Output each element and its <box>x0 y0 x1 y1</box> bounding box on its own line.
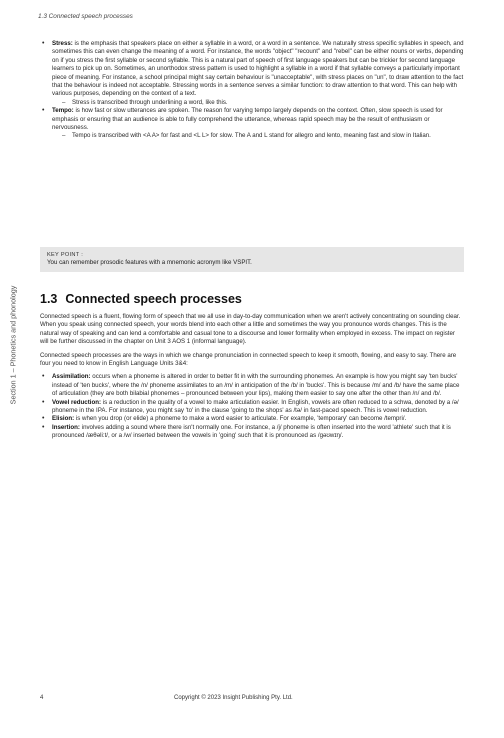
list-item-assimilation <box>40 373 464 398</box>
side-tab-label: Section 1 – Phonetics and phonology <box>8 285 18 405</box>
term-description: is how fast or slow utterances are spoken. The reason for varying tempo largely depends on the context. Often, slow speech is used for emphasis or ensuring that an audience is able to fully comprehend the utterance, whereas rapid speech may be the result of enthusiasm or nervousness. <box>52 107 443 132</box>
list-item-insertion <box>40 424 464 441</box>
section-body <box>40 313 464 441</box>
list-item-tempo <box>40 107 464 141</box>
page-number: 4 <box>40 695 44 701</box>
running-head: 1.3 Connected speech processes <box>38 13 133 20</box>
key-point-text: You can remember prosodic features with a mnemonic acronym like VSPIT. <box>47 259 252 267</box>
term-description: occurs when a phoneme is altered in order to better fit in with the surrounding phonemes. An example is how you might say 'ten bucks' instead of 'ten bucks', where the /n/ phoneme assimilates to an /m/ in anticipation of the /b/ in 'bucks'. This is because /m/ and /b/ have the same place of articulation (they are both bilabial phonemes – pronounced between your lips), making them easier to say one after the other than /n/ and /b/. <box>52 373 460 398</box>
paragraph: Connected speech processes are the ways in which we change pronunciation in connected speech to keep it smooth, flowing, and easy to say. There are four you need to know in English Language Units 3&4: <box>40 351 457 368</box>
key-point-title: KEY POINT : <box>47 252 84 258</box>
term-label: Stress: <box>52 40 73 47</box>
key-point-box <box>40 247 464 272</box>
term-description: is a reduction in the quality of a vowel to make articulation easier. In English, vowels are often reduced to a schwa, denoted by a /ə/ phoneme in the IPA. For instance, you might say 'to' in the clause 'going to the shops' as /tə/ in fast-paced speech. This is vowel reduction. <box>52 398 459 415</box>
paragraph: Connected speech is a fluent, flowing form of speech that we all use in day-to-day communication when we aren't actively concentrating on sounding clear. When you speak using connected speech, your words blend into each other a little and sometimes the way you pronounce words changes. This is the natural way of speaking and can lend a comfortable and casual tone to a discourse and lower formality when employed in excess. The impact on register will be further discussed in the chapter on Unit 3 AOS 1 (informal language). <box>40 313 461 346</box>
list-item-stress <box>40 40 464 107</box>
list-item-elision <box>40 415 464 423</box>
term-label: Tempo: <box>52 107 74 115</box>
section-heading <box>40 292 242 306</box>
term-label: Assimilation: <box>52 373 91 381</box>
sub-list-item: – Tempo is transcribed with <A A> for fast and <L L> for slow. The A and L stand for allegro and lento, meaning fast and slow in Italian. <box>62 132 464 140</box>
term-description: is when you drop (or elide) a phoneme to make a word easier to articulate. For example, 'temporary' can become /tempri/. <box>75 415 407 423</box>
list-item-vowel-reduction <box>40 399 464 416</box>
sub-list-item: – Stress is transcribed through underlining a word, like this. <box>62 99 464 107</box>
side-tab <box>7 280 19 410</box>
term-label: Insertion: <box>52 423 80 431</box>
term-label: Elision: <box>52 415 75 423</box>
top-bullet-list <box>40 40 464 141</box>
copyright-notice: Copyright © 2023 Insight Publishing Pty. Ltd. <box>174 695 293 701</box>
term-description: involves adding a sound where there isn't normally one. For instance, a /j/ phoneme is often inserted into the word 'athlete' such that it is pronounced /æθəli:t/, or a /w/ inserted between the vowels in 'going' such that it is pronounced as /gəʊwɪŋ/. <box>52 423 451 440</box>
term-description: is the emphasis that speakers place on either a syllable in a word, or a word in a sentence. We naturally stress specific syllables in speech, and sometimes this can even change the meaning of a word. For instance, the words "object" "recount" and "rebel" can be either nouns or verbs, depending on if you stress the first syllable or second syllable. This is a natural part of speech of first language speakers but can be trickier for second language learners to pick up on. Sometimes, an unorthodox stress pattern is used to highlight a syllable in a word if that syllable conveys a particularly important piece of meaning. For instance, a school principal might say certain behaviour is "unacceptable", with stress places on "un", to draw attention to the fact that the behaviour is indeed not acceptable. Stressing words in a sentence serves a similar function: to draw attention to that word. This can help with various purposes, depending on the context of a text. <box>52 40 464 98</box>
section-title: Connected speech processes <box>65 292 242 306</box>
term-label: Vowel reduction: <box>52 398 102 406</box>
section-number: 1.3 <box>40 292 58 306</box>
